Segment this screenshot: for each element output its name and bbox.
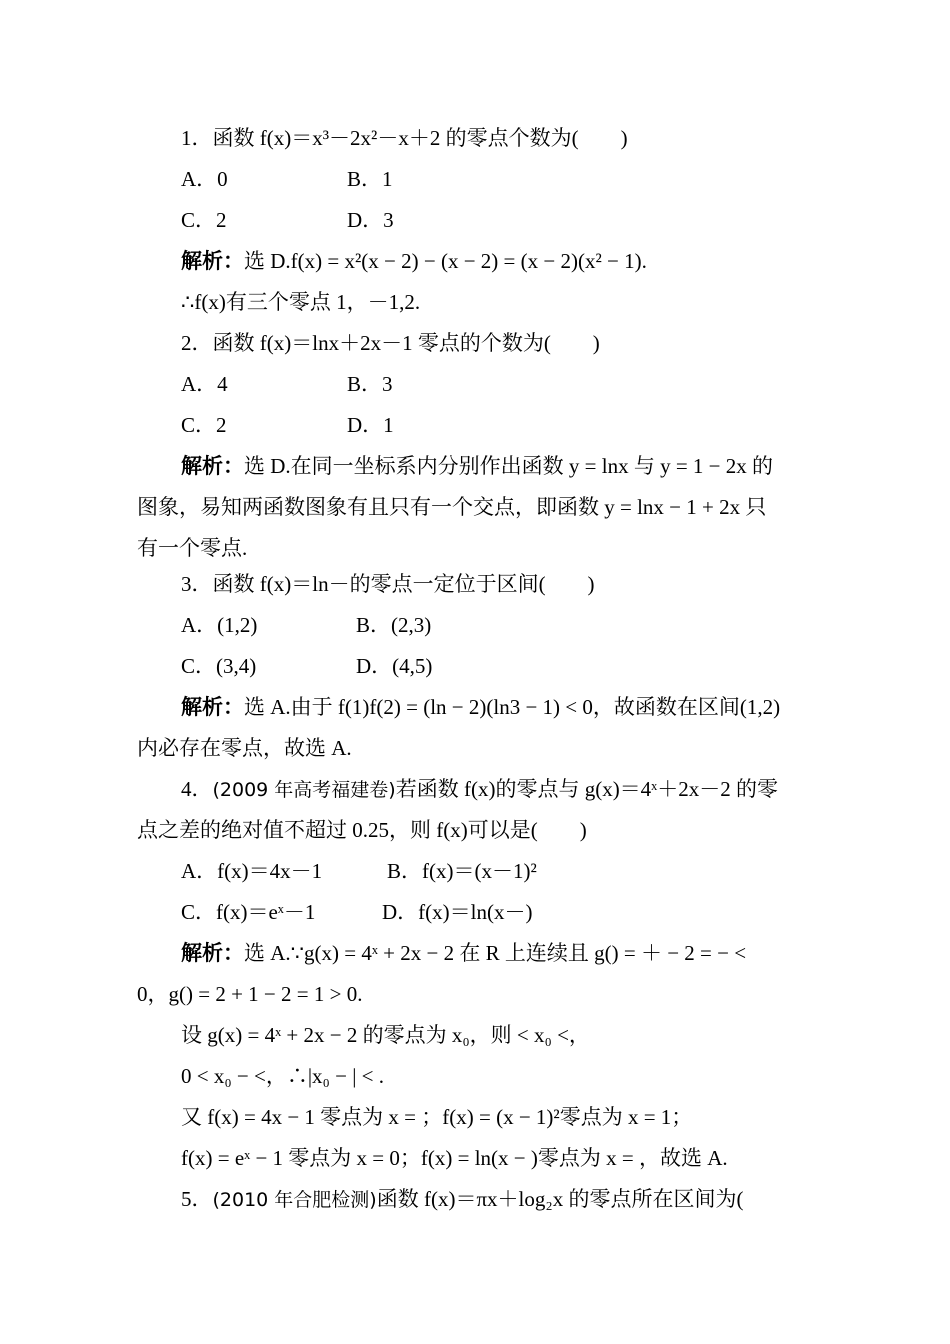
question-number: 5． <box>181 1187 213 1211</box>
q5-stem <box>181 1185 743 1214</box>
q2-option-a: A．4 <box>181 372 228 396</box>
q2-solution-line3: 有一个零点. <box>137 536 248 560</box>
question-source: (2010 年合肥检测) <box>212 1189 377 1211</box>
question-text: 若函数 f(x)的零点与 g(x)＝4ˣ＋2x－2 的零 <box>395 777 779 801</box>
q4-solution-line5: 又 f(x) = 4x − 1 零点为 x = ；f(x) = (x − 1)²零点为 x = 1； <box>181 1105 693 1129</box>
q3-stem: 3．函数 f(x)＝ln－的零点一定位于区间( ) <box>181 572 595 596</box>
q4-option-c: C．f(x)＝eˣ－1 <box>181 900 316 924</box>
solution-label: 解析： <box>181 454 244 478</box>
q4-stem-line1 <box>181 775 778 804</box>
solution-label: 解析： <box>181 695 244 719</box>
q1-option-c: C．2 <box>181 208 227 232</box>
question-number: 4． <box>181 777 213 801</box>
q4-option-a: A．f(x)＝4x－1 <box>181 859 323 883</box>
q3-option-a: A．(1,2) <box>181 613 258 637</box>
q2-option-c: C．2 <box>181 413 227 437</box>
q4-option-b: B．f(x)＝(x－1)² <box>387 859 537 883</box>
q3-option-c: C．(3,4) <box>181 654 257 678</box>
q3-solution-line1 <box>181 693 780 721</box>
q2-solution-line1 <box>181 452 813 480</box>
q4-solution-line1 <box>181 939 746 967</box>
solution-label: 解析： <box>181 249 244 273</box>
q2-stem: 2．函数 f(x)＝lnx＋2x－1 零点的个数为( ) <box>181 331 600 355</box>
q2-solution-line2: 图象，易知两函数图象有且只有一个交点，即函数 y = lnx − 1 + 2x 只 <box>137 495 767 519</box>
q1-option-a: A．0 <box>181 167 228 191</box>
solution-text: 选 D.在同一坐标系内分别作出函数 y = lnx 与 y = 1 − 2x 的 <box>244 454 774 478</box>
q1-solution-line2: ∴f(x)有三个零点 1，－1,2. <box>181 290 421 314</box>
q1-solution-line1 <box>181 247 647 275</box>
q1-option-b: B．1 <box>347 167 393 191</box>
solution-text: 选 A.∵g(x) = 4ˣ + 2x − 2 在 R 上连续且 g() = ＋ − 2 = − < <box>244 941 747 965</box>
q3-option-b: B．(2,3) <box>356 613 432 637</box>
q2-option-b: B．3 <box>347 372 393 396</box>
question-source: (2009 年高考福建卷) <box>212 779 396 801</box>
q4-stem-line2: 点之差的绝对值不超过 0.25，则 f(x)可以是( ) <box>137 818 587 842</box>
solution-text: 选 A.由于 f(1)f(2) = (ln − 2)(ln3 − 1) < 0，故函数在区间(1,2) <box>244 695 781 719</box>
q3-solution-line2: 内必存在零点，故选 A. <box>137 736 352 760</box>
q4-solution-line3: 设 g(x) = 4ˣ + 2x − 2 的零点为 x₀，则 < x₀ <， <box>181 1023 590 1047</box>
q2-option-d: D．1 <box>347 413 394 437</box>
q1-stem: 1．函数 f(x)＝x³－2x²－x＋2 的零点个数为( ) <box>181 126 628 150</box>
q4-option-d: D．f(x)＝ln(x－) <box>382 900 533 924</box>
q4-solution-line4: 0 < x₀ − <，∴|x₀ − | < . <box>181 1064 385 1088</box>
solution-text: 选 D.f(x) = x²(x − 2) − (x − 2) = (x − 2)(x² − 1). <box>244 249 647 273</box>
question-text: 函数 f(x)＝πx＋log₂x 的零点所在区间为( <box>376 1187 744 1211</box>
solution-label: 解析： <box>181 941 244 965</box>
q4-solution-line2: 0，g() = 2 + 1 − 2 = 1 > 0. <box>137 982 363 1006</box>
q3-option-d: D．(4,5) <box>356 654 433 678</box>
q4-solution-line6: f(x) = eˣ − 1 零点为 x = 0；f(x) = ln(x − )零点为 x = ，故选 A. <box>181 1146 728 1170</box>
q1-option-d: D．3 <box>347 208 394 232</box>
